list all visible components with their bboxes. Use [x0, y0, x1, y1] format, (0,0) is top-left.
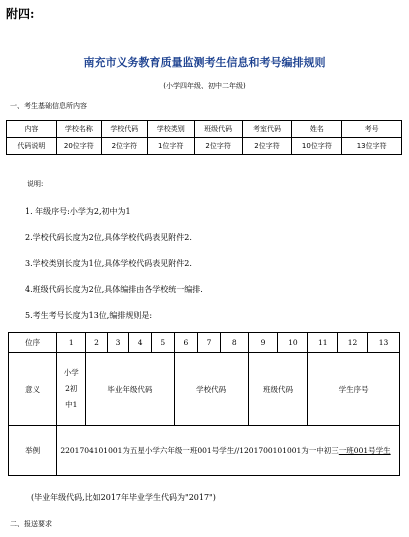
- header-cell: 内容: [7, 121, 57, 138]
- position-cell: 6: [174, 333, 198, 353]
- position-cell: 7: [198, 333, 221, 353]
- position-cell: 2: [86, 333, 108, 353]
- note-item: 3.学校类别长度为1位,具体学校代码表见附件2.: [25, 259, 192, 268]
- example-text-part: 一班001号学生: [338, 446, 391, 455]
- grade-line: 2初: [65, 384, 78, 393]
- position-cell: 8: [220, 333, 248, 353]
- meaning-label: 意义: [9, 353, 57, 426]
- example-label: 举例: [9, 426, 57, 476]
- note-item: 5.考生考号长度为13位,编排规则是:: [25, 311, 153, 320]
- table-cell: 13位字符: [342, 138, 402, 155]
- header-cell: 考室代码: [242, 121, 292, 138]
- info-table-header-row: [7, 121, 402, 138]
- header-cell: 考号: [342, 121, 402, 138]
- position-cell: 12: [338, 333, 368, 353]
- header-cell: 班级代码: [194, 121, 242, 138]
- note-item: 4.班级代码长度为2位,具体编排由各学校统一编排.: [25, 285, 203, 294]
- grad-year-note: (毕业年级代码,比如2017年毕业学生代码为"2017"): [31, 493, 216, 502]
- section1-title: 一、考生基础信息所内容: [10, 102, 87, 110]
- table-cell: 代码说明: [7, 138, 57, 155]
- table-cell: 1位字符: [147, 138, 194, 155]
- example-text: [57, 426, 400, 476]
- appendix-label: 附四:: [6, 7, 35, 21]
- position-cell: 5: [151, 333, 174, 353]
- grade-cell: [57, 353, 86, 426]
- header-cell: 姓名: [292, 121, 342, 138]
- student-seq-cell: 学生序号: [308, 353, 400, 426]
- page-title: 南充市义务教育质量监测考生信息和考号编排规则: [83, 56, 326, 69]
- grad-year-code-cell: 毕业年级代码: [86, 353, 174, 426]
- meaning-row: [9, 353, 400, 426]
- table-cell: 20位字符: [56, 138, 101, 155]
- header-cell: 学校代码: [101, 121, 147, 138]
- position-cell: 1: [57, 333, 86, 353]
- notes-label: 说明:: [27, 180, 44, 188]
- example-text-part: 2201704101001为五星小学六年级一班001号学生//1201700101001为一中初三: [60, 446, 339, 455]
- position-cell: 13: [367, 333, 399, 353]
- table-cell: 2位字符: [101, 138, 147, 155]
- position-label: 位序: [9, 333, 57, 353]
- header-cell: 学校类别: [147, 121, 194, 138]
- page-subtitle: (小学四年级、初中二年级): [163, 82, 246, 90]
- info-table: [6, 120, 402, 155]
- example-row: [9, 426, 400, 476]
- header-cell: 学校名称: [56, 121, 101, 138]
- section2-title: 二、报送要求: [10, 520, 52, 528]
- position-cell: 10: [278, 333, 308, 353]
- school-code-cell: 学校代码: [174, 353, 248, 426]
- position-row: [9, 333, 400, 353]
- class-code-cell: 班级代码: [248, 353, 308, 426]
- exam-number-table: [8, 332, 400, 476]
- position-cell: 3: [107, 333, 129, 353]
- table-cell: 10位字符: [292, 138, 342, 155]
- position-cell: 9: [248, 333, 278, 353]
- table-cell: 2位字符: [194, 138, 242, 155]
- note-item: 2.学校代码长度为2位,具体学校代码表见附件2.: [25, 233, 192, 242]
- grade-line: 小学: [63, 368, 79, 377]
- table-row: [7, 138, 402, 155]
- position-cell: 4: [129, 333, 152, 353]
- position-cell: 11: [308, 333, 338, 353]
- table-cell: 2位字符: [242, 138, 292, 155]
- grade-line: 中1: [65, 400, 78, 409]
- note-item: 1. 年级序号:小学为2,初中为1: [25, 207, 131, 216]
